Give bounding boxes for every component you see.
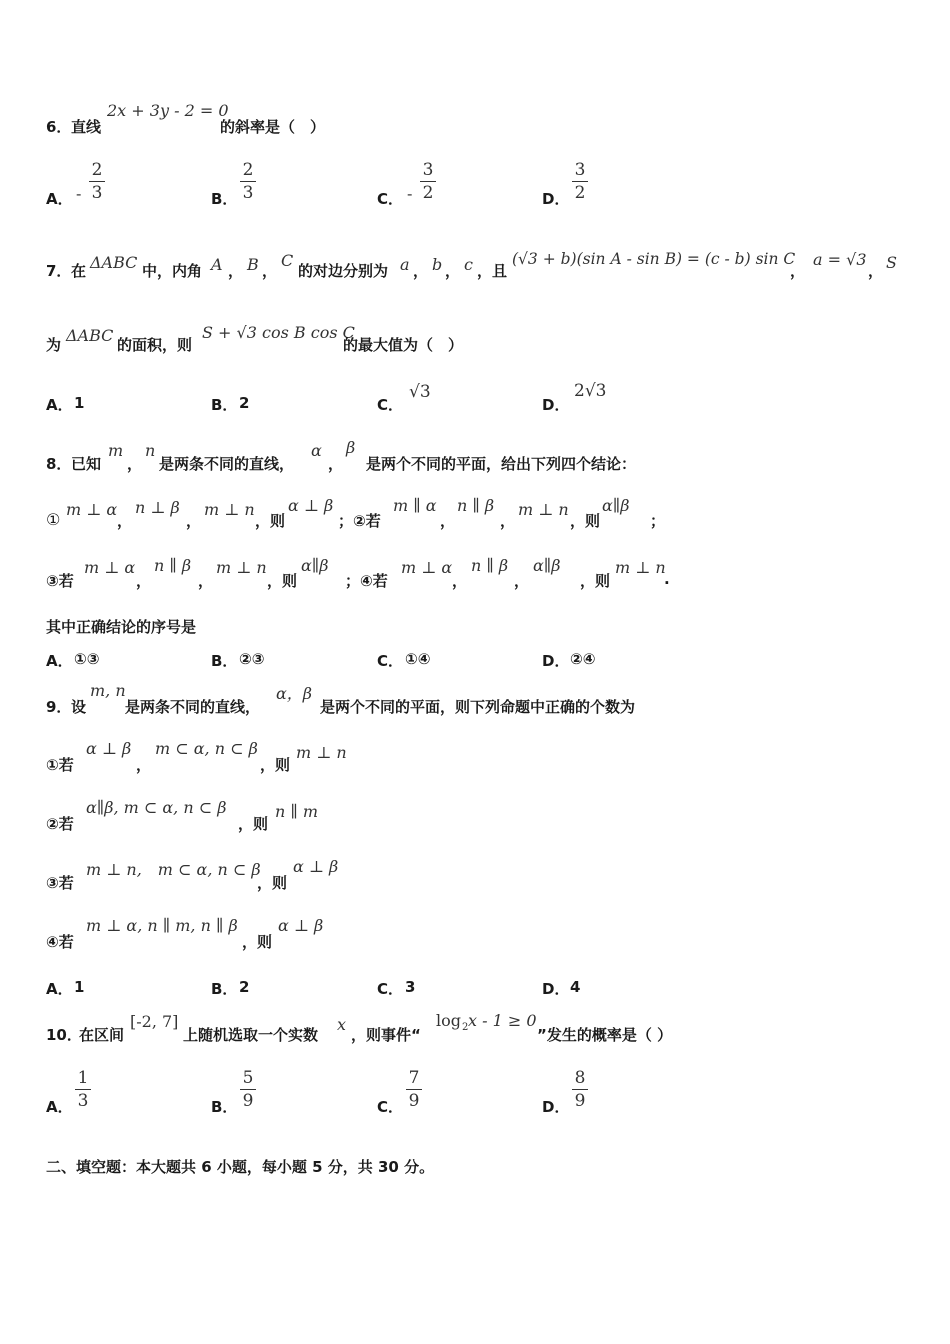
q7-text-1: 在: [71, 262, 87, 280]
q10-option-a-numerator: 1: [77, 1068, 89, 1088]
q6-option-b-label[interactable]: B．: [211, 190, 238, 208]
q7-side-a: a: [400, 255, 410, 274]
q6-option-a-label[interactable]: A．: [46, 190, 73, 208]
q9-item-2-pre: ②若: [46, 815, 74, 833]
q9-number: 9．: [46, 698, 72, 716]
q9-item-1-cond1: α ⊥ β: [86, 739, 132, 758]
q8-s3-then: ，则: [267, 572, 298, 590]
q7-a-equals: a = √3: [813, 250, 867, 269]
q9-item-2-cond1: α∥β, m ⊂ α, n ⊂ β: [86, 798, 227, 817]
q6-option-c-numerator: 3: [422, 160, 434, 180]
q8-s1-then: ，则: [255, 512, 286, 530]
q6-option-b-numerator: 2: [242, 160, 254, 180]
q8-s2-cond2: n ∥ β: [457, 496, 495, 515]
q6-option-a-fraction: [89, 161, 105, 202]
q8-line-n: n: [145, 441, 156, 460]
q10-number: 10．: [46, 1026, 82, 1044]
q10-option-a-label[interactable]: A．: [46, 1098, 73, 1116]
q8-s1-comma-1: ，: [117, 512, 133, 530]
fraction-bar: [75, 1089, 91, 1090]
fraction-bar: [89, 181, 105, 182]
q10-option-b-numerator: 5: [242, 1068, 254, 1088]
q9-lines-mn: m, n: [90, 681, 126, 700]
q8-s4-comma-1: ，: [452, 572, 468, 590]
fraction-bar: [420, 181, 436, 182]
q6-option-b-fraction: [240, 161, 256, 202]
q9-item-1-cond2: m ⊂ α, n ⊂ β: [155, 739, 258, 758]
q7-comma-5: ，: [790, 262, 806, 280]
q7-option-d-label[interactable]: D．: [542, 396, 570, 414]
fraction-bar: [240, 1089, 256, 1090]
q9-option-d-value: 4: [570, 978, 581, 996]
q7-comma-6: ，: [868, 262, 884, 280]
q10-option-c-denominator: 9: [408, 1091, 420, 1111]
q10-option-d-label[interactable]: D．: [542, 1098, 570, 1116]
q6-option-d-label[interactable]: D．: [542, 190, 570, 208]
q9-item-4-cond1: m ⊥ α, n ∥ m, n ∥ β: [86, 916, 238, 935]
q9-item-2-concl: n ∥ m: [275, 802, 319, 821]
q6-option-c-fraction: [420, 161, 436, 202]
q8-s4-cond1: m ⊥ α: [401, 558, 453, 577]
q6-text-post: 的斜率是（ ）: [220, 118, 326, 136]
q7-side-c: c: [464, 255, 473, 274]
q8-s1-cond1: m ⊥ α: [66, 500, 118, 519]
q8-option-d-label[interactable]: D．: [542, 652, 570, 670]
q10-option-c-fraction: [406, 1069, 422, 1110]
q7-option-c-value: √3: [409, 382, 431, 402]
q9-text-1: 设: [71, 698, 87, 716]
q8-comma-1: ，: [127, 455, 143, 473]
q8-s2-concl: α∥β: [602, 496, 630, 515]
q9-item-3-then: ，则: [257, 874, 288, 892]
q7-option-c-label[interactable]: C．: [377, 396, 404, 414]
q7-text-4: ，且: [477, 262, 508, 280]
q10-option-a-denominator: 3: [77, 1091, 89, 1111]
q7-area-s: S: [886, 253, 897, 272]
q8-option-a-label[interactable]: A．: [46, 652, 73, 670]
q9-item-3-cond1: m ⊥ n, m ⊂ α, n ⊂ β: [86, 860, 261, 879]
q7-angle-a: A: [211, 255, 223, 274]
q6-option-d-numerator: 3: [574, 160, 586, 180]
q7-line2-text-3: 的最大值为（ ）: [343, 336, 464, 354]
q9-item-2-then: ，则: [238, 815, 269, 833]
q10-log-base: 2: [462, 1022, 469, 1033]
q6-number: 6．: [46, 118, 72, 136]
q8-s2-cond1: m ∥ α: [393, 496, 437, 515]
q7-angle-c: C: [281, 251, 294, 270]
q9-item-4-concl: α ⊥ β: [278, 916, 324, 935]
q8-option-d-value: ②④: [570, 650, 596, 668]
q9-item-1-pre: ①若: [46, 756, 74, 774]
q8-s1-cond2: n ⊥ β: [135, 498, 180, 517]
q6-option-a-denominator: 3: [91, 183, 103, 203]
q8-option-c-value: ①④: [405, 650, 431, 668]
q7-option-d-value: 2√3: [574, 381, 607, 401]
q8-plane-alpha: α: [311, 441, 322, 460]
q9-option-b-label[interactable]: B．: [211, 980, 238, 998]
q8-s3-intro: ③若: [46, 572, 74, 590]
q9-option-a-value: 1: [74, 978, 85, 996]
q8-s2-comma-1: ，: [440, 512, 456, 530]
q10-option-a-fraction: [75, 1069, 91, 1110]
q6-option-c-denominator: 2: [422, 183, 434, 203]
q7-line2-text-2: 的面积，则: [117, 336, 193, 354]
q8-question: 其中正确结论的序号是: [46, 618, 197, 636]
q8-s2-cond3: m ⊥ n: [518, 500, 569, 519]
q6-text-pre: 直线: [71, 118, 102, 136]
q10-option-c-label[interactable]: C．: [377, 1098, 404, 1116]
q10-log: log: [436, 1011, 461, 1030]
q8-text-1: 已知: [71, 455, 102, 473]
q7-comma-1: ，: [228, 262, 244, 280]
q8-s4-comma-2: ，: [514, 572, 530, 590]
q10-option-b-denominator: 9: [242, 1091, 254, 1111]
q9-planes-ab: α，β: [276, 684, 313, 703]
q9-item-1-sep: ，: [136, 756, 152, 774]
q8-s1-marker: ①: [46, 510, 61, 529]
q8-s2-comma-2: ，: [500, 512, 516, 530]
q8-s4-concl: m ⊥ n: [615, 558, 666, 577]
q10-option-c-numerator: 7: [408, 1068, 420, 1088]
q7-expression: S + √3 cos B cos C: [202, 323, 355, 342]
q8-line-m: m: [108, 441, 124, 460]
q8-s1-cond3: m ⊥ n: [204, 500, 255, 519]
q6-option-c-sign: -: [407, 184, 413, 203]
q8-comma-2: ，: [328, 455, 344, 473]
q8-plane-beta: β: [346, 438, 356, 457]
q9-text-3: 是两个不同的平面，则下列命题中正确的个数为: [320, 698, 636, 716]
q8-s4-cond3: α∥β: [533, 556, 561, 575]
q9-option-c-label[interactable]: C．: [377, 980, 404, 998]
fraction-bar: [572, 1089, 588, 1090]
q7-triangle: ΔABC: [90, 253, 138, 272]
q7-line2-triangle: ΔABC: [66, 326, 114, 345]
q9-option-a-label[interactable]: A．: [46, 980, 73, 998]
q10-text-2: 上随机选取一个实数: [183, 1026, 319, 1044]
q9-option-b-value: 2: [239, 978, 250, 996]
q8-s4-then: ，则: [580, 572, 611, 590]
q8-s4-end: .: [664, 570, 670, 588]
q7-option-a-value: 1: [74, 394, 85, 412]
q10-option-b-label[interactable]: B．: [211, 1098, 238, 1116]
q8-s3-cond2: n ∥ β: [154, 556, 192, 575]
q7-side-b: b: [432, 255, 443, 274]
q9-option-d-label[interactable]: D．: [542, 980, 570, 998]
q6-option-a-numerator: 2: [91, 160, 103, 180]
q9-option-c-value: 3: [405, 978, 416, 996]
section-2-heading: 二、填空题：本大题共 6 小题，每小题 5 分，共 30 分。: [46, 1158, 435, 1176]
q9-item-3-pre: ③若: [46, 874, 74, 892]
q10-text-4: ”发生的概率是（ ）: [537, 1026, 673, 1044]
q8-option-b-value: ②③: [239, 650, 265, 668]
q8-s1-comma-2: ，: [186, 512, 202, 530]
q8-option-b-label[interactable]: B．: [211, 652, 238, 670]
q7-option-b-value: 2: [239, 394, 250, 412]
q10-option-b-fraction: [240, 1069, 256, 1110]
q9-item-3-concl: α ⊥ β: [293, 857, 339, 876]
q6-option-d-fraction: [572, 161, 588, 202]
q9-text-2: 是两条不同的直线，: [125, 698, 261, 716]
fraction-bar: [406, 1089, 422, 1090]
q7-text-3: 的对边分别为: [298, 262, 389, 280]
q10-log-rest: x - 1 ≥ 0: [468, 1011, 537, 1030]
q8-s2-intro: ；②若: [338, 512, 381, 530]
q10-option-d-fraction: [572, 1069, 588, 1110]
q7-angle-b: B: [247, 255, 259, 274]
q7-comma-3: ，: [413, 262, 429, 280]
q6-option-a-sign: -: [76, 184, 82, 203]
q8-text-2: 是两条不同的直线，: [159, 455, 295, 473]
q10-text-3: ，则事件“: [351, 1026, 421, 1044]
q7-option-a-label[interactable]: A．: [46, 396, 73, 414]
q8-s2-end: ；: [650, 512, 666, 530]
q6-option-d-denominator: 2: [574, 183, 586, 203]
q7-text-2: 中，内角: [142, 262, 203, 280]
q8-s3-cond3: m ⊥ n: [216, 558, 267, 577]
q8-s2-then: ，则: [570, 512, 601, 530]
q8-s4-intro: ；④若: [345, 572, 388, 590]
q7-option-b-label[interactable]: B．: [211, 396, 238, 414]
q8-s3-comma-2: ，: [198, 572, 214, 590]
q8-option-c-label[interactable]: C．: [377, 652, 404, 670]
q8-number: 8．: [46, 455, 72, 473]
q8-text-3: 是两个不同的平面，给出下列四个结论：: [366, 455, 637, 473]
q9-item-4-then: ，则: [242, 933, 273, 951]
q10-option-d-numerator: 8: [574, 1068, 586, 1088]
fraction-bar: [572, 181, 588, 182]
q7-comma-2: ，: [262, 262, 278, 280]
q10-option-d-denominator: 9: [574, 1091, 586, 1111]
q10-interval: [-2, 7]: [130, 1012, 179, 1031]
fraction-bar: [240, 181, 256, 182]
q8-s1-concl: α ⊥ β: [288, 496, 334, 515]
q8-option-a-value: ①③: [74, 650, 100, 668]
q8-s3-comma-1: ，: [136, 572, 152, 590]
q8-s3-concl: α∥β: [301, 556, 329, 575]
q7-line2-text-1: 为: [46, 336, 62, 354]
q10-text-1: 在区间: [79, 1026, 125, 1044]
q6-option-b-denominator: 3: [242, 183, 254, 203]
q7-comma-4: ，: [445, 262, 461, 280]
q9-item-1-then: ，则: [260, 756, 291, 774]
q9-item-4-pre: ④若: [46, 933, 74, 951]
q7-number: 7．: [46, 262, 72, 280]
q8-s3-cond1: m ⊥ α: [84, 558, 136, 577]
q9-item-1-concl: m ⊥ n: [296, 743, 347, 762]
q10-var-x: x: [337, 1015, 347, 1034]
q6-formula: 2x + 3y - 2 = 0: [107, 101, 229, 120]
q7-equation: (√3 + b)(sin A - sin B) = (c - b) sin C: [512, 250, 796, 268]
q6-option-c-label[interactable]: C．: [377, 190, 404, 208]
q8-s4-cond2: n ∥ β: [471, 556, 509, 575]
